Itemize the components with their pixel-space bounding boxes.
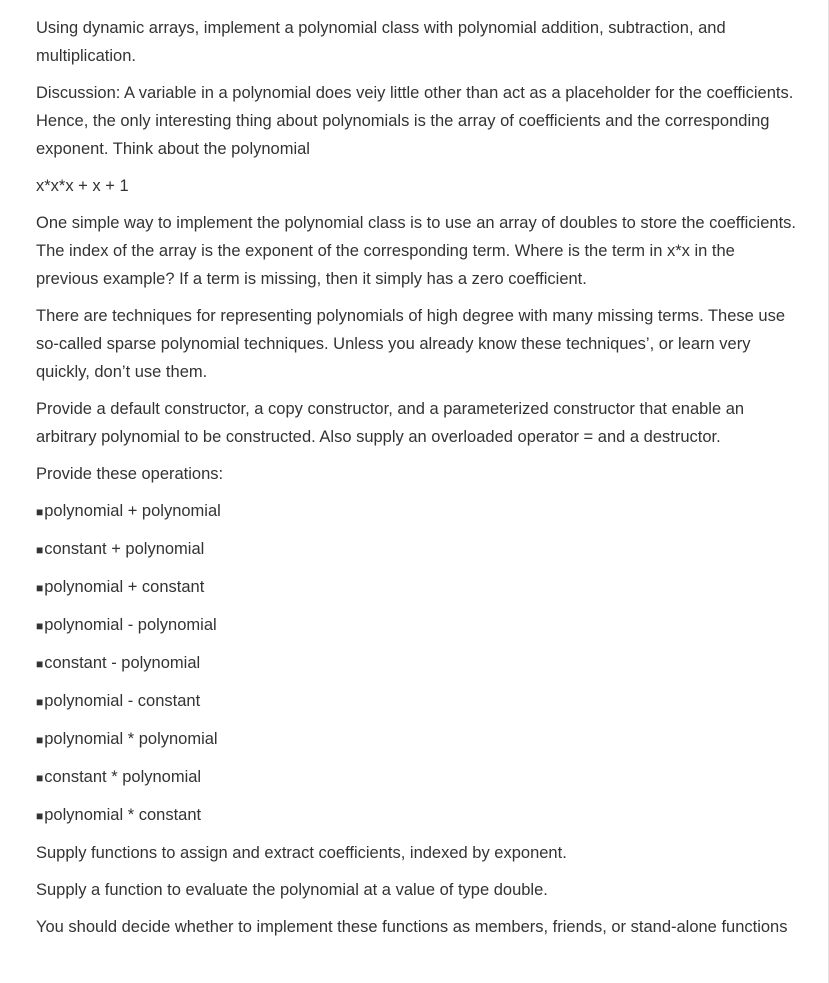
list-item	[36, 687, 828, 716]
list-item	[36, 497, 828, 526]
list-item	[36, 801, 828, 830]
square-bullet-icon: ■	[36, 619, 44, 633]
operations-heading: Provide these operations:	[36, 465, 224, 483]
square-bullet-icon: ■	[36, 505, 44, 519]
decide-paragraph: You should decide whether to implement these functions as members, friends, or stand-alone functions	[36, 918, 788, 936]
operation-label: constant * polynomial	[44, 768, 202, 786]
list-item	[36, 611, 828, 640]
list-item	[36, 763, 828, 792]
example-polynomial: x*x*x + x + 1	[36, 177, 129, 195]
operation-label: constant - polynomial	[44, 654, 201, 672]
constructors-paragraph: Provide a default constructor, a copy constructor, and a parameterized constructor that enable an arbitrary polynomial to be constructed. Also supply an overloaded operator = and a destructor.	[36, 400, 745, 446]
discussion-paragraph: Discussion: A variable in a polynomial does veiy little other than act as a placeholder for the coefficients. Hence, the only interesting thing about polynomials is the array of coefficients and the corresponding exponent. Think about the polynomial	[36, 84, 794, 158]
operation-label: polynomial + constant	[44, 578, 205, 596]
intro-paragraph: Using dynamic arrays, implement a polynomial class with polynomial addition, subtraction, and multiplication.	[36, 19, 726, 65]
square-bullet-icon: ■	[36, 809, 44, 823]
coefficients-paragraph: Supply functions to assign and extract coefficients, indexed by exponent.	[36, 844, 567, 862]
list-item	[36, 649, 828, 678]
list-item	[36, 573, 828, 602]
operation-label: polynomial * polynomial	[44, 730, 218, 748]
square-bullet-icon: ■	[36, 543, 44, 557]
evaluate-paragraph: Supply a function to evaluate the polynomial at a value of type double.	[36, 881, 548, 899]
implementation-paragraph: One simple way to implement the polynomial class is to use an array of doubles to store the coefficients. The index of the array is the exponent of the corresponding term. Where is the term in x*x in the previous example? If a term is missing, then it simply has a zero coefficient.	[36, 214, 796, 288]
square-bullet-icon: ■	[36, 733, 44, 747]
operation-label: constant + polynomial	[44, 540, 205, 558]
operations-list	[36, 497, 828, 830]
square-bullet-icon: ■	[36, 695, 44, 709]
operation-label: polynomial - polynomial	[44, 616, 217, 634]
operation-label: polynomial * constant	[44, 806, 202, 824]
square-bullet-icon: ■	[36, 581, 44, 595]
operation-label: polynomial - constant	[44, 692, 201, 710]
square-bullet-icon: ■	[36, 771, 44, 785]
square-bullet-icon: ■	[36, 657, 44, 671]
operation-label: polynomial + polynomial	[44, 502, 221, 520]
list-item	[36, 725, 828, 754]
sparse-paragraph: There are techniques for representing polynomials of high degree with many missing terms. These use so-called sparse polynomial techniques. Unless you already know these techniques’, or learn very quickly, don’t use them.	[36, 307, 785, 381]
list-item	[36, 535, 828, 564]
